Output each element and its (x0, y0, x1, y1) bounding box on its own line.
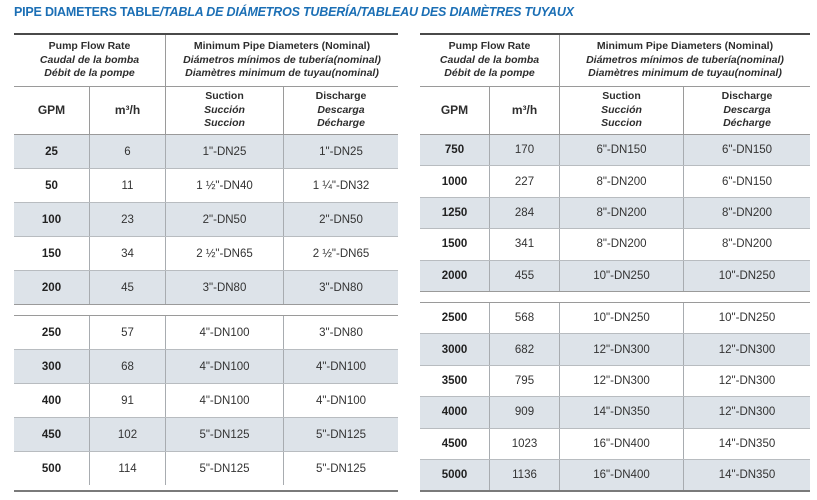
diameters-header-fr: Diamètres minimum de tuyau(nominal) (185, 67, 379, 80)
m3h-value: 455 (489, 261, 559, 291)
flow-rate-header-fr: Débit de la pompe (44, 67, 135, 80)
discharge-value: 12"-DN300 (683, 334, 810, 364)
discharge-value: 3"-DN80 (283, 316, 398, 349)
gpm-value: 25 (45, 145, 58, 158)
table-row (14, 236, 398, 270)
page-title-main: PIPE DIAMETERS TABLE (14, 5, 160, 19)
discharge-header-en: Discharge (315, 90, 367, 103)
table-row (420, 135, 810, 165)
gpm-value: 400 (41, 394, 62, 407)
discharge-value: 4"-DN100 (283, 384, 398, 417)
suction-value: 14"-DN350 (559, 397, 683, 427)
m3h-value: 341 (489, 229, 559, 259)
discharge-value: 14"-DN350 (683, 429, 810, 459)
discharge-value: 1 ¼"-DN32 (283, 169, 398, 202)
diameters-header (559, 35, 810, 86)
suction-value: 4"-DN100 (165, 316, 283, 349)
gpm-value: 150 (41, 247, 62, 260)
flow-rate-header (14, 35, 165, 86)
table-row (14, 383, 398, 417)
pipe-table-high-flow (420, 33, 810, 492)
table-row (14, 349, 398, 383)
discharge-value: 2"-DN50 (283, 203, 398, 236)
table-row (420, 428, 810, 459)
m3h-value: 568 (489, 303, 559, 333)
m3h-value: 227 (489, 166, 559, 196)
table-section-2 (420, 302, 810, 490)
discharge-value: 5"-DN125 (283, 418, 398, 451)
table-row (420, 303, 810, 333)
suction-header-es: Succión (204, 103, 245, 116)
m3h-value: 682 (489, 334, 559, 364)
m3h-value: 23 (89, 203, 165, 236)
gpm-value: 5000 (441, 469, 468, 482)
discharge-value: 2 ½"-DN65 (283, 237, 398, 270)
suction-value: 12"-DN300 (559, 334, 683, 364)
suction-value: 2"-DN50 (165, 203, 283, 236)
diameters-header-en: Minimum Pipe Diameters (Nominal) (193, 40, 371, 53)
m3h-value: 170 (489, 135, 559, 165)
discharge-value: 12"-DN300 (683, 397, 810, 427)
pipe-table-low-flow (14, 33, 398, 492)
suction-value: 16"-DN400 (559, 460, 683, 490)
table-header-row (420, 35, 810, 87)
table-row (420, 396, 810, 427)
suction-value: 6"-DN150 (559, 135, 683, 165)
m3h-value: 114 (89, 452, 165, 485)
gpm-value: 4500 (441, 437, 468, 450)
gpm-value: 250 (41, 326, 62, 339)
flow-rate-header-en: Pump Flow Rate (448, 40, 531, 53)
page-title-translations: /TABLA DE DIÁMETROS TUBERÍA/TABLEAU DES DIAMÈTRES TUYAUX (159, 5, 574, 19)
m3h-value: 68 (89, 350, 165, 383)
table-row (420, 333, 810, 364)
discharge-value: 3"-DN80 (283, 271, 398, 304)
table-row (420, 165, 810, 196)
table-row (420, 459, 810, 490)
table-row (420, 365, 810, 396)
gpm-value: 4000 (441, 406, 468, 419)
flow-rate-header-en: Pump Flow Rate (48, 40, 131, 53)
discharge-header-en: Discharge (721, 90, 773, 103)
suction-value: 8"-DN200 (559, 229, 683, 259)
m3h-value: 11 (89, 169, 165, 202)
flow-rate-header (420, 35, 559, 86)
gpm-value: 2000 (441, 269, 468, 282)
table-section-2 (14, 315, 398, 485)
discharge-value: 4"-DN100 (283, 350, 398, 383)
gpm-column-header: GPM (37, 102, 66, 117)
flow-rate-header-es: Caudal de la bomba (439, 53, 540, 66)
tables-container (14, 33, 810, 492)
discharge-header-es: Descarga (723, 103, 771, 116)
suction-value: 8"-DN200 (559, 198, 683, 228)
diameters-header (165, 35, 398, 86)
gpm-value: 1250 (441, 206, 468, 219)
discharge-value: 10"-DN250 (683, 261, 810, 291)
table-row (14, 417, 398, 451)
table-section-1 (420, 135, 810, 292)
discharge-value: 1"-DN25 (283, 135, 398, 168)
suction-column-header (165, 87, 283, 134)
suction-value: 2 ½"-DN65 (165, 237, 283, 270)
discharge-value: 8"-DN200 (683, 198, 810, 228)
suction-header-es: Succión (601, 103, 642, 116)
suction-value: 1"-DN25 (165, 135, 283, 168)
suction-header-en: Suction (205, 90, 244, 103)
m3h-column-header: m³/h (489, 87, 559, 134)
m3h-value: 795 (489, 366, 559, 396)
discharge-header-fr: Décharge (723, 117, 771, 130)
table-section-1 (14, 135, 398, 305)
discharge-value: 8"-DN200 (683, 229, 810, 259)
gpm-value: 1500 (441, 238, 468, 251)
table-row (14, 451, 398, 485)
suction-value: 10"-DN250 (559, 303, 683, 333)
table-subheader-row (420, 87, 810, 135)
discharge-column-header (283, 87, 398, 134)
gpm-value: 2500 (441, 312, 468, 325)
gpm-value: 100 (41, 213, 62, 226)
gpm-value: 50 (45, 179, 58, 192)
m3h-value: 1023 (489, 429, 559, 459)
m3h-value: 34 (89, 237, 165, 270)
gpm-column-header: GPM (440, 102, 469, 117)
table-row (14, 168, 398, 202)
table-subheader-row (14, 87, 398, 135)
suction-value: 4"-DN100 (165, 384, 283, 417)
suction-value: 8"-DN200 (559, 166, 683, 196)
gpm-value: 450 (41, 428, 62, 441)
discharge-header-fr: Décharge (317, 117, 365, 130)
suction-value: 5"-DN125 (165, 452, 283, 485)
suction-header-fr: Succion (601, 117, 642, 130)
suction-column-header (559, 87, 683, 134)
m3h-value: 6 (89, 135, 165, 168)
m3h-value: 284 (489, 198, 559, 228)
suction-value: 5"-DN125 (165, 418, 283, 451)
table-header-row (14, 35, 398, 87)
m3h-value: 909 (489, 397, 559, 427)
discharge-header-es: Descarga (317, 103, 365, 116)
discharge-value: 6"-DN150 (683, 166, 810, 196)
suction-header-fr: Succion (204, 117, 245, 130)
table-row (14, 202, 398, 236)
suction-value: 1 ½"-DN40 (165, 169, 283, 202)
table-row (420, 197, 810, 228)
table-row (420, 260, 810, 291)
m3h-value: 102 (89, 418, 165, 451)
diameters-header-fr: Diamètres minimum de tuyau(nominal) (588, 67, 782, 80)
m3h-value: 1136 (489, 460, 559, 490)
suction-value: 3"-DN80 (165, 271, 283, 304)
gpm-value: 750 (444, 144, 465, 157)
table-row (14, 316, 398, 349)
diameters-header-en: Minimum Pipe Diameters (Nominal) (596, 40, 774, 53)
suction-value: 16"-DN400 (559, 429, 683, 459)
gpm-value: 200 (41, 281, 62, 294)
m3h-column-header: m³/h (89, 87, 165, 134)
m3h-value: 45 (89, 271, 165, 304)
gpm-value: 3000 (441, 343, 468, 356)
diameters-header-es: Diámetros mínimos de tubería(nominal) (586, 53, 784, 66)
table-row (420, 228, 810, 259)
gpm-value: 500 (41, 462, 62, 475)
table-row (14, 135, 398, 168)
suction-value: 4"-DN100 (165, 350, 283, 383)
discharge-value: 6"-DN150 (683, 135, 810, 165)
discharge-value: 14"-DN350 (683, 460, 810, 490)
discharge-column-header (683, 87, 810, 134)
suction-value: 12"-DN300 (559, 366, 683, 396)
discharge-value: 10"-DN250 (683, 303, 810, 333)
flow-rate-header-es: Caudal de la bomba (39, 53, 140, 66)
suction-header-en: Suction (602, 90, 641, 103)
m3h-value: 57 (89, 316, 165, 349)
suction-value: 10"-DN250 (559, 261, 683, 291)
gpm-value: 3500 (441, 374, 468, 387)
gpm-value: 1000 (441, 175, 468, 188)
table-row (14, 270, 398, 304)
gpm-value: 300 (41, 360, 62, 373)
flow-rate-header-fr: Débit de la pompe (444, 67, 535, 80)
page-title (14, 5, 574, 19)
m3h-value: 91 (89, 384, 165, 417)
discharge-value: 5"-DN125 (283, 452, 398, 485)
discharge-value: 12"-DN300 (683, 366, 810, 396)
diameters-header-es: Diámetros mínimos de tubería(nominal) (183, 53, 381, 66)
